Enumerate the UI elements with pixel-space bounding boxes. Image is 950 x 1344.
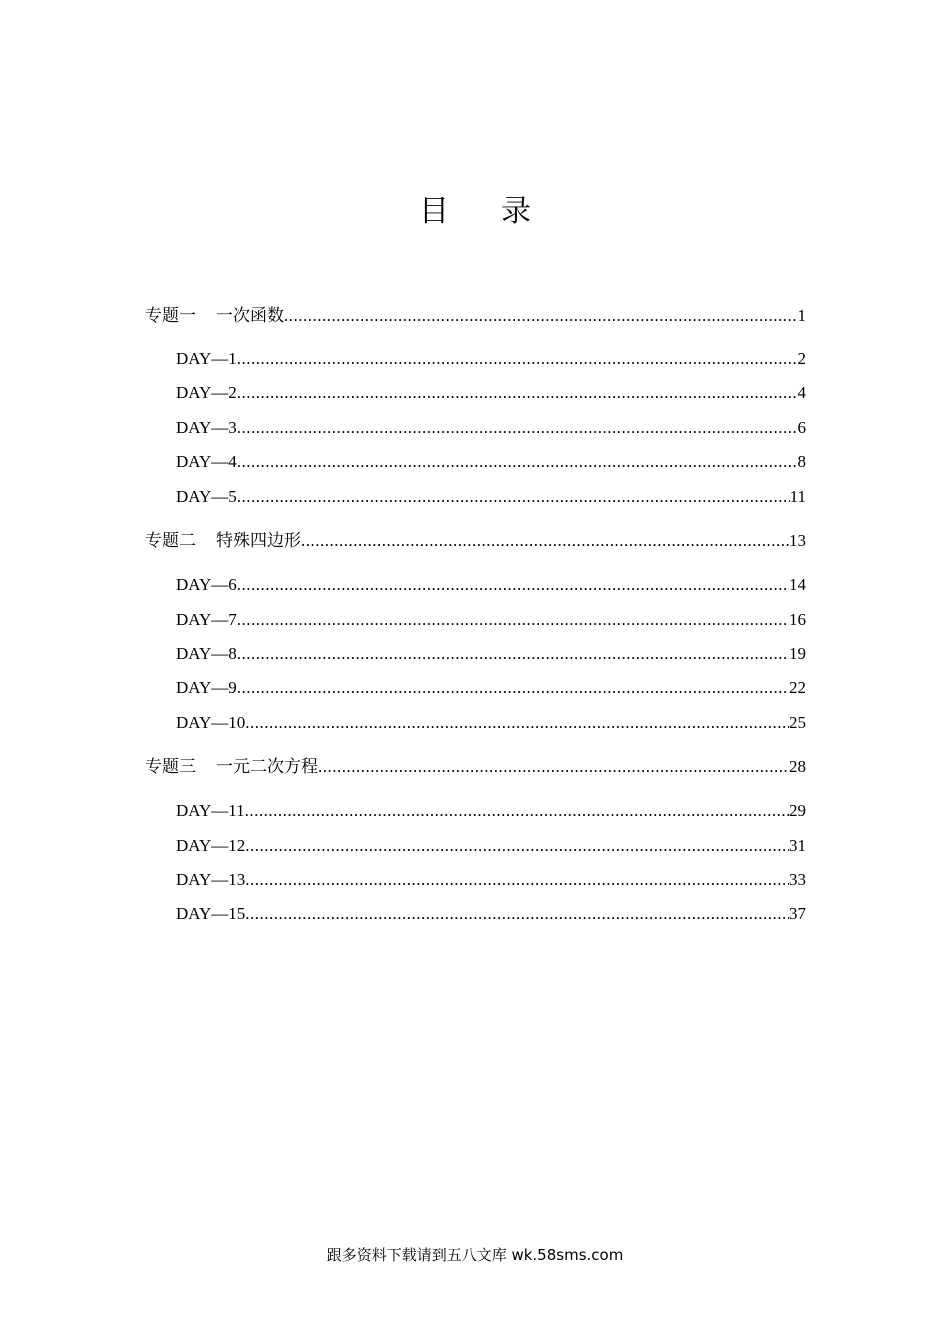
toc-topic-label xyxy=(145,528,301,554)
toc-day-15[interactable] xyxy=(176,901,806,927)
toc-day-label: DAY—8 xyxy=(176,644,237,663)
toc-page-number: 31 xyxy=(789,836,806,855)
toc-day-9[interactable] xyxy=(176,675,806,701)
toc-dot-leader xyxy=(318,754,789,780)
toc-day-4[interactable] xyxy=(176,449,806,475)
toc-day-label: DAY—13 xyxy=(176,870,246,889)
toc-topic-name: 特殊四边形 xyxy=(216,531,301,551)
toc-day-label: DAY—2 xyxy=(176,383,237,402)
toc-day-11[interactable] xyxy=(176,798,806,824)
toc-day-label: DAY—9 xyxy=(176,678,237,697)
toc-page-number: 11 xyxy=(789,487,806,506)
toc-page-number: 33 xyxy=(789,870,806,889)
toc-dot-leader xyxy=(237,641,789,667)
toc-dot-leader xyxy=(237,607,789,633)
toc-topic-name: 一元二次方程 xyxy=(216,757,318,777)
toc-day-label: DAY—11 xyxy=(176,801,245,820)
toc-page-number: 4 xyxy=(797,383,806,402)
toc-topic-1[interactable] xyxy=(145,303,806,329)
toc-dot-leader xyxy=(237,484,790,510)
toc-day-7[interactable] xyxy=(176,607,806,633)
toc-page-number: 37 xyxy=(789,904,806,923)
toc-page-number: 16 xyxy=(789,610,806,629)
page-title: 目录 xyxy=(419,194,583,229)
toc-day-label: DAY—7 xyxy=(176,610,237,629)
toc-day-13[interactable] xyxy=(176,867,806,893)
toc-topic-prefix: 专题一 xyxy=(145,306,196,326)
toc-page-number: 13 xyxy=(789,531,806,550)
toc-day-1[interactable] xyxy=(176,346,806,372)
toc-dot-leader xyxy=(237,449,798,475)
toc-day-12[interactable] xyxy=(176,833,806,859)
toc-day-label: DAY—6 xyxy=(176,575,237,594)
toc-page-number: 29 xyxy=(789,801,806,820)
toc-day-label: DAY—1 xyxy=(176,349,237,368)
toc-day-8[interactable] xyxy=(176,641,806,667)
toc-day-3[interactable] xyxy=(176,415,806,441)
toc-dot-leader xyxy=(245,833,789,859)
toc-dot-leader xyxy=(245,901,789,927)
toc-day-5[interactable] xyxy=(176,484,806,510)
toc-topic-prefix: 专题三 xyxy=(145,757,196,777)
toc-day-2[interactable] xyxy=(176,380,806,406)
toc-page-number: 19 xyxy=(789,644,806,663)
toc-dot-leader xyxy=(237,572,789,598)
toc-dot-leader xyxy=(245,867,789,893)
toc-day-label: DAY—15 xyxy=(176,904,246,923)
toc-day-10[interactable] xyxy=(176,710,806,736)
toc-dot-leader xyxy=(237,346,798,372)
toc-dot-leader xyxy=(237,415,798,441)
toc-page-number: 14 xyxy=(789,575,806,594)
toc-topic-prefix: 专题二 xyxy=(145,531,196,551)
toc-day-label: DAY—3 xyxy=(176,418,237,437)
toc-day-label: DAY—5 xyxy=(176,487,237,506)
toc-page-number: 22 xyxy=(789,678,806,697)
toc-page-number: 1 xyxy=(797,306,806,325)
toc-dot-leader xyxy=(284,303,798,329)
toc-topic-label xyxy=(145,303,284,329)
page-footer: 跟多资料下载请到五八文库 wk.58sms.com xyxy=(326,1246,624,1264)
toc-topic-2[interactable] xyxy=(145,528,806,554)
toc-day-label: DAY—12 xyxy=(176,836,246,855)
toc-dot-leader xyxy=(245,798,789,824)
toc-dot-leader xyxy=(237,675,789,701)
toc-day-label: DAY—10 xyxy=(176,713,246,732)
toc-page-number: 6 xyxy=(797,418,806,437)
toc-topic-name: 一次函数 xyxy=(216,306,284,326)
toc-topic-3[interactable] xyxy=(145,754,806,780)
toc-dot-leader xyxy=(237,380,798,406)
toc-page-number: 25 xyxy=(789,713,806,732)
toc-day-6[interactable] xyxy=(176,572,806,598)
toc-day-label: DAY—4 xyxy=(176,452,237,471)
toc-page-number: 2 xyxy=(797,349,806,368)
toc-page-number: 8 xyxy=(797,452,806,471)
toc-dot-leader xyxy=(301,528,789,554)
toc-dot-leader xyxy=(245,710,789,736)
toc-topic-label xyxy=(145,754,318,780)
toc-page-number: 28 xyxy=(789,757,806,776)
